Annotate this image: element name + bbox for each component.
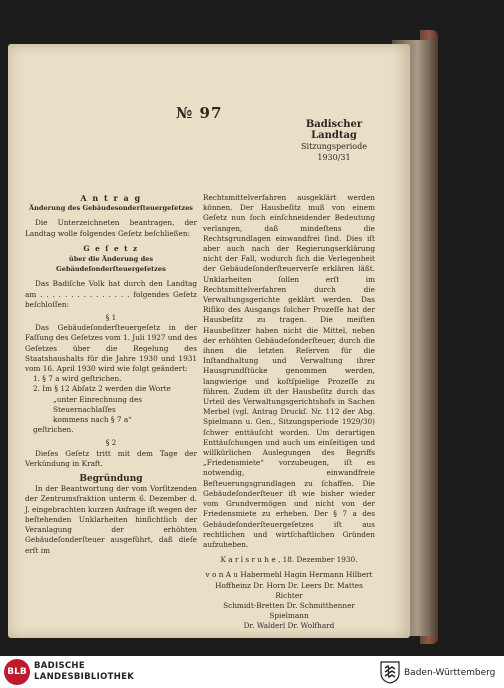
- region-label: Baden-Württemberg: [404, 668, 496, 678]
- item-2-result: geſtrichen.: [33, 425, 74, 435]
- signatures-line-2: Hoffheinz Dr. Horn Dr. Leers Dr. Mattes Richter: [215, 580, 363, 600]
- antrag-heading: A n t r a g: [80, 193, 142, 203]
- library-name-line-2: LANDESBIBLIOTHEK: [34, 672, 135, 682]
- document-number: № 97: [176, 104, 223, 122]
- gesetz-heading: G e ſ e t z: [83, 243, 139, 253]
- right-column: [203, 193, 375, 632]
- item-2-quote-end: kommens nach § 7 a“: [53, 415, 132, 425]
- left-column: [25, 193, 197, 556]
- header-year: 1930/31: [317, 153, 351, 162]
- item-1: 1. § 7 a wird geſtrichen.: [33, 374, 122, 384]
- signatures-line-4: Dr. Walderl Dr. Wolfhard: [243, 621, 335, 631]
- enactment-paragraph: Das Badiſche Volk hat durch den Landtag am . . . . . . . . . . . . . . . folgendes Geſetz beſchloſſen:: [25, 279, 197, 309]
- document-header: [296, 119, 372, 163]
- header-title: Badischer Landtag: [305, 119, 363, 141]
- begruendung-heading: Begründung: [79, 474, 143, 485]
- library-name: [34, 661, 134, 683]
- signatures-line-3: Schmidt-Bretten Dr. Schmitthenner Spielmann: [223, 600, 355, 621]
- blb-logo[interactable]: BLB: [4, 659, 30, 685]
- section-1-text: Das Gebäudeſonderſteuergeſetz in der Faſſung des Geſetzes vom 1. Juli 1927 und des Geſetzes über die Regelung des Staatshaushalts für die Jahre 1930 und 1931 vom 16. April 1930 wird wie folgt geändert:: [25, 323, 197, 374]
- begruendung-continuation: Rechtsmittelverfahren ausgeklärt werden können. Der Hausbeſitz muß von einem Geſetz nun ſoch einſchneidender Bedeutung verlangen, daß mindeſtens die Rechtsgrundlagen einwandfrei ſind. Dies iſt aber auch nach der Regierungserklärung nicht der Fall, wodurch ſich die Verlegenheit der Gebäudeſonderſteuerverſe erklären läßt. Unklarheiten ſollen erſt im Rechtsmittelverfahren durch die Verwaltungsgerichte geklärt werden. Das Riſiko des Ausgangs ſolcher Prozeſſe hat der Hausbeſitz zu tragen. Die meiſten Hausbeſitzer haben nicht die Mittel, neben der erhöhten Gebäudeſonderſteuer, durch die ihnen die letzten Reſerven für die Inſtandhaltung und Verwaltung ihrer Hausgrundſtücke genommen werden, langwierige und koſtſpielige Prozeſſe zu führen. Zudem iſt der Hausbeſitz durch das Urteil des Verwaltungsgerichtshofs in Sachen Merbel (vgl. Antrag Druckſ. Nr. 112 der Abg. Spielmann u. Gen., Sitzungsperiode 1929/30) ſchwer enttäuſcht worden. Um derartigen Enttäuſchungen und auch um einſeitigen und willkürlichen Auslegungen des Begriffs „Friedensmiete“ vorzubeugen, iſt es notwendig, einwandfreie Beſteuerungsgrundlagen zu ſchaffen. Die Gebäudeſonderſteuer iſt wie bisher wieder vom Grundvermögen und nicht von der Friedensmiete zu erheben. Der § 7 a des Gebäudeſonderſteuergeſetzes iſt aus rechtlichen und wirtſchaftlichen Gründen aufzuheben.: [203, 193, 375, 549]
- antrag-subheading: Änderung des Gebäudesonderſteuergeſetzes: [28, 204, 194, 213]
- section-1-heading: § 1: [105, 313, 117, 323]
- gesetz-subheading: über die Änderung des Gebäudeſonderſteuergeſetzes: [56, 255, 166, 274]
- header-period: Sitzungsperiode: [301, 142, 367, 151]
- signatures-line-1: v o n A u Habermehl Hagin Hermann Hilbert: [205, 570, 373, 580]
- item-2: 2. Im § 12 Abſatz 2 werden die Worte: [33, 384, 171, 394]
- bw-crest-icon: [380, 660, 400, 684]
- signing-date: K a r l s r u h e , 18. Dezember 1930.: [220, 555, 358, 565]
- section-2-text: Dieſes Geſetz tritt mit dem Tage der Verkündung in Kraft.: [25, 448, 197, 468]
- intro-paragraph: Die Unterzeichneten beantragen, der Landtag wolle folgendes Geſetz beſchließen:: [25, 218, 197, 238]
- begruendung-text: In der Beantwortung der vom Vorſitzenden der Zentrumsfraktion unterm 6. Dezember d. J. eingebrachten kurzen Anfrage iſt wegen der beſtehenden Unklarheiten hinſichtlich der Veranlagung der erhöhten Gebäudeſonderſteuer ausgeführt, daß dieſe erſt im: [25, 484, 197, 555]
- section-2-heading: § 2: [105, 438, 117, 448]
- library-name-line-1: BADISCHE: [34, 661, 85, 671]
- item-2-quote: „unter Einrechnung des Steuernachlaſſes: [53, 394, 143, 414]
